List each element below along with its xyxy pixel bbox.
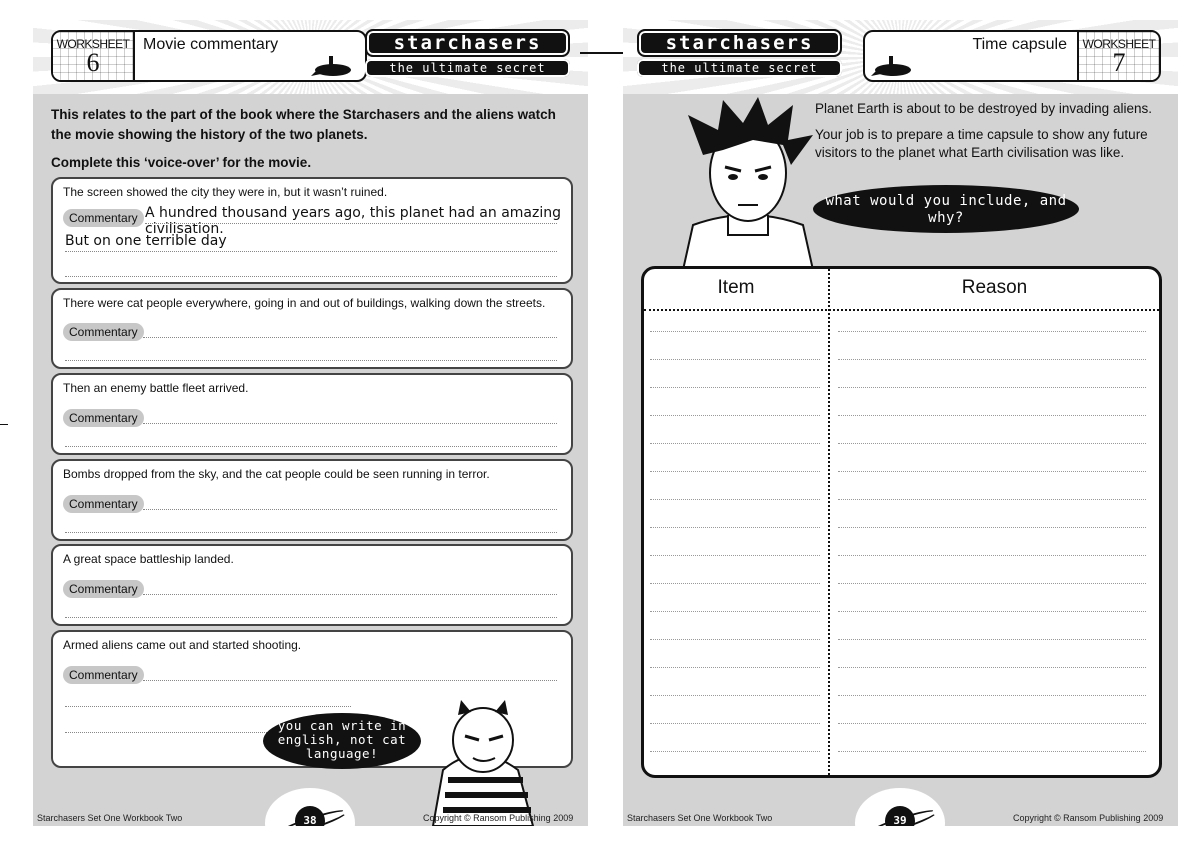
page-number: 38	[295, 806, 325, 826]
worksheet-word: WORKSHEET	[1082, 37, 1156, 51]
reason-write-line[interactable]	[838, 499, 1146, 500]
item-write-line[interactable]	[650, 359, 820, 360]
scene-box-4	[51, 459, 573, 541]
answer-line[interactable]	[143, 680, 557, 681]
column-header-reason: Reason	[961, 277, 1028, 298]
scene-text: A great space battleship landed.	[63, 552, 234, 566]
instruction-scenario: Planet Earth is about to be destroyed by invading aliens.	[815, 101, 1152, 116]
answer-line[interactable]	[143, 337, 557, 338]
scene-box-1	[51, 177, 573, 284]
instructions	[51, 105, 571, 181]
logo-title: starchasers	[365, 29, 570, 57]
cat-speech-bubble: you can write in english, not cat language!	[263, 713, 421, 769]
answer-line[interactable]	[65, 532, 557, 533]
answer-line[interactable]	[65, 251, 557, 252]
answer-line[interactable]	[143, 423, 557, 424]
page-header	[33, 20, 588, 94]
page-number-badge	[855, 788, 945, 826]
commentary-label: Commentary	[63, 209, 144, 227]
instruction-context: This relates to the part of the book where the Starchasers and the aliens watch the movie showing the history of the two planets.	[51, 107, 556, 142]
item-write-line[interactable]	[650, 555, 820, 556]
time-capsule-table	[641, 266, 1162, 778]
page-header	[623, 20, 1178, 94]
answer-line[interactable]	[65, 360, 557, 361]
reason-write-line[interactable]	[838, 751, 1146, 752]
commentary-label: Commentary	[63, 409, 144, 427]
reason-write-line[interactable]	[838, 583, 1146, 584]
footer-copyright: Copyright © Ransom Publishing 2009	[423, 813, 574, 823]
commentary-answer-2[interactable]: But on one terrible day	[65, 233, 227, 249]
scene-box-5	[51, 544, 573, 626]
worksheet-title: Movie commentary	[143, 36, 279, 53]
item-write-line[interactable]	[650, 583, 820, 584]
reason-write-line[interactable]	[838, 667, 1146, 668]
worksheet-label	[53, 32, 135, 80]
footer-series: Starchasers Set One Workbook Two	[37, 813, 183, 823]
scene-text: Armed aliens came out and started shooting.	[63, 638, 302, 652]
instructions	[815, 100, 1170, 170]
reason-write-line[interactable]	[838, 611, 1146, 612]
worksheet-word: WORKSHEET	[56, 37, 130, 51]
logo-subtitle: the ultimate secret	[365, 59, 570, 77]
reason-write-line[interactable]	[838, 331, 1146, 332]
answer-line[interactable]	[65, 617, 557, 618]
boy-character-illustration	[663, 95, 833, 270]
scene-text: Then an enemy battle fleet arrived.	[63, 381, 249, 395]
boy-speech-bubble: what would you include, and why?	[813, 185, 1079, 233]
reason-write-line[interactable]	[838, 443, 1146, 444]
item-write-line[interactable]	[650, 695, 820, 696]
reason-write-line[interactable]	[838, 527, 1146, 528]
worksheet-page-7	[623, 20, 1178, 826]
answer-line[interactable]	[65, 446, 557, 447]
starchasers-logo	[637, 29, 842, 79]
item-write-line[interactable]	[650, 527, 820, 528]
worksheet-number: 7	[1112, 48, 1126, 77]
page-number: 39	[885, 806, 915, 826]
commentary-label: Commentary	[63, 495, 144, 513]
item-write-line[interactable]	[650, 471, 820, 472]
item-write-line[interactable]	[650, 331, 820, 332]
answer-line[interactable]	[145, 223, 557, 224]
scene-text: There were cat people everywhere, going in and out of buildings, walking down the streets.	[63, 296, 546, 310]
instruction-task: Your job is to prepare a time capsule to show any future visitors to the planet what Earth civilisation was like.	[815, 127, 1148, 160]
scene-box-3	[51, 373, 573, 455]
scene-text: The screen showed the city they were in, but it wasn’t ruined.	[63, 185, 388, 199]
commentary-label: Commentary	[63, 580, 144, 598]
column-header-item: Item	[717, 277, 755, 298]
page-number-badge	[265, 788, 355, 826]
logo-title: starchasers	[637, 29, 842, 57]
item-write-line[interactable]	[650, 415, 820, 416]
reason-write-line[interactable]	[838, 471, 1146, 472]
margin-tick	[0, 424, 8, 425]
scene-text: Bombs dropped from the sky, and the cat people could be seen running in terror.	[63, 467, 490, 481]
footer-series: Starchasers Set One Workbook Two	[627, 813, 773, 823]
table-header	[644, 269, 1159, 311]
item-write-line[interactable]	[650, 499, 820, 500]
reason-write-line[interactable]	[838, 639, 1146, 640]
worksheet-number: 6	[86, 48, 100, 77]
reason-write-line[interactable]	[838, 359, 1146, 360]
rocket-icon	[311, 52, 355, 80]
reason-write-line[interactable]	[838, 695, 1146, 696]
commentary-label: Commentary	[63, 323, 144, 341]
item-write-line[interactable]	[650, 611, 820, 612]
column-divider	[828, 269, 830, 775]
item-write-line[interactable]	[650, 387, 820, 388]
answer-line[interactable]	[143, 509, 557, 510]
starchasers-logo	[365, 29, 570, 79]
reason-write-line[interactable]	[838, 723, 1146, 724]
item-write-line[interactable]	[650, 723, 820, 724]
reason-write-line[interactable]	[838, 555, 1146, 556]
scene-box-2	[51, 288, 573, 369]
answer-line[interactable]	[65, 706, 351, 707]
answer-line[interactable]	[143, 594, 557, 595]
worksheet-label	[1077, 32, 1159, 80]
commentary-answer-1[interactable]: A hundred thousand years ago, this planet had an amazing civilisation.	[145, 205, 561, 237]
worksheet-page-6	[33, 20, 588, 826]
item-write-line[interactable]	[650, 443, 820, 444]
logo-subtitle: the ultimate secret	[637, 59, 842, 77]
reason-write-line[interactable]	[838, 415, 1146, 416]
worksheet-title: Time capsule	[972, 36, 1067, 53]
worksheet-title-box	[51, 30, 367, 82]
rocket-icon	[871, 52, 915, 80]
footer-copyright: Copyright © Ransom Publishing 2009	[1013, 813, 1164, 823]
item-write-line[interactable]	[650, 639, 820, 640]
item-write-line[interactable]	[650, 751, 820, 752]
answer-line[interactable]	[65, 276, 557, 277]
cat-alien-illustration	[403, 700, 553, 826]
commentary-label: Commentary	[63, 666, 144, 684]
reason-write-line[interactable]	[838, 387, 1146, 388]
item-write-line[interactable]	[650, 667, 820, 668]
instruction-task: Complete this ‘voice-over’ for the movie.	[51, 155, 312, 170]
worksheet-title-box	[863, 30, 1161, 82]
